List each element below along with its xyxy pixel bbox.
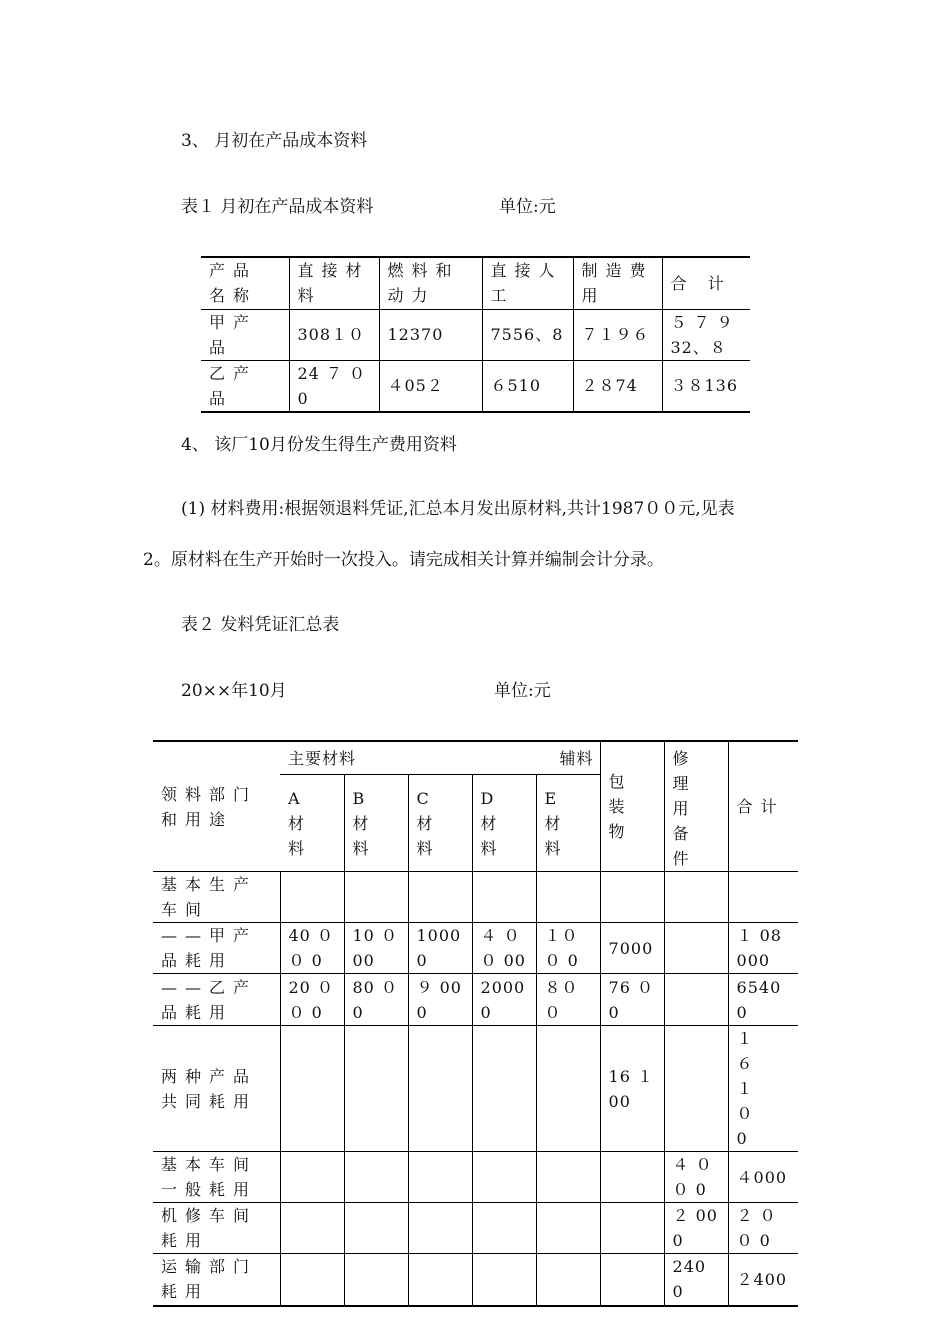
table-cell: ４05２ (379, 360, 482, 412)
table-cell: 240 0 (664, 1254, 728, 1306)
table-cell: 7000 (600, 923, 664, 974)
table-cell (472, 1203, 536, 1254)
table-cell (344, 872, 408, 923)
table-cell (536, 1203, 600, 1254)
table-cell (536, 1254, 600, 1306)
table-cell: 16 １ 00 (600, 1026, 664, 1152)
table-cell: ３８136 (662, 360, 750, 412)
table-cell (280, 1254, 344, 1306)
table-cell (600, 1254, 664, 1306)
table-cell: ２ ０ ０ 0 (728, 1203, 798, 1254)
table-cell: 7556、8 (482, 309, 573, 360)
table-row (201, 309, 750, 360)
header-packaging: 包装物 (600, 741, 664, 872)
section4-paragraph-line2: 2。原材料在生产开始时一次投入。请完成相关计算并编制会计分录。 (143, 550, 664, 570)
table-cell (600, 1152, 664, 1203)
table-cell: ７１９６ (573, 309, 662, 360)
section3-heading: 3、 月初在产品成本资料 (181, 131, 368, 151)
header-material-c: C 材料 (408, 775, 472, 872)
table-cell: 20 ０ ０ 0 (280, 974, 344, 1026)
table-cell (600, 872, 664, 923)
header-dept: 领料部门和用途 (153, 741, 280, 872)
table-cell: ２８74 (573, 360, 662, 412)
table-cell (344, 1203, 408, 1254)
header-auxiliary: 辅料 (472, 741, 600, 775)
table-cell (536, 1152, 600, 1203)
table2-caption: 表２ 发料凭证汇总表 (181, 615, 340, 635)
table-cell: 6540 0 (728, 974, 798, 1026)
table-cell: 10000 (408, 923, 472, 974)
table2-unit: 单位:元 (494, 681, 551, 701)
table1-header-cell: 燃料和动力 (379, 257, 482, 309)
table1-header-row (201, 257, 750, 309)
table-cell (408, 1026, 472, 1152)
table-cell (408, 872, 472, 923)
table2-header-row (153, 741, 798, 775)
table-cell: 20000 (472, 974, 536, 1026)
table-cell (408, 1203, 472, 1254)
table-cell: ２ 000 (664, 1203, 728, 1254)
table-cell: ——甲产品耗用 (153, 923, 280, 974)
table-cell: １ ６ １ ０ 0 (728, 1026, 798, 1152)
table-cell: 80 ０ 0 (344, 974, 408, 1026)
table-cell (280, 1152, 344, 1203)
opening-wip-cost-table (201, 256, 750, 413)
table-cell: 40 ０ ０ 0 (280, 923, 344, 974)
table-cell (664, 872, 728, 923)
table-cell (472, 1026, 536, 1152)
table-cell: 308１０ (289, 309, 379, 360)
table-cell (664, 923, 728, 974)
table1-header-cell: 产品名称 (201, 257, 289, 309)
table-cell: ９ 000 (408, 974, 472, 1026)
table-cell: ——乙产品耗用 (153, 974, 280, 1026)
table1-header-cell: 直接材料 (289, 257, 379, 309)
table1-caption: 表１ 月初在产品成本资料 (181, 197, 374, 217)
header-main-materials: 主要材料 (280, 741, 472, 775)
table1-header-cell: 合 计 (662, 257, 750, 309)
table-cell (280, 1203, 344, 1254)
header-material-a: A 材料 (280, 775, 344, 872)
section4-paragraph-line1: (1) 材料费用:根据领退料凭证,汇总本月发出原材料,共计1987００元,见表 (181, 499, 735, 519)
table-cell (472, 1152, 536, 1203)
table-row (153, 1203, 798, 1254)
table-cell (600, 1203, 664, 1254)
table-row (153, 974, 798, 1026)
table-cell: １ 08000 (728, 923, 798, 974)
table-row (201, 360, 750, 412)
table-cell: １００ 0 (536, 923, 600, 974)
table-row (153, 1152, 798, 1203)
table-cell (408, 1254, 472, 1306)
table-cell: 10 ０ 00 (344, 923, 408, 974)
header-total: 合计 (728, 741, 798, 872)
table-cell: 机修车间耗用 (153, 1203, 280, 1254)
table-cell: 甲产品 (201, 309, 289, 360)
table-cell (344, 1152, 408, 1203)
table1-header-cell: 直接人工 (482, 257, 573, 309)
table1-unit: 单位:元 (499, 197, 556, 217)
table-cell (664, 974, 728, 1026)
header-material-b: B 材料 (344, 775, 408, 872)
table-cell: 76 ０ 0 (600, 974, 664, 1026)
table-cell (664, 1026, 728, 1152)
table-cell (728, 872, 798, 923)
table-cell: 12370 (379, 309, 482, 360)
table-cell: ４000 (728, 1152, 798, 1203)
table-cell: 运输部门耗用 (153, 1254, 280, 1306)
table-cell (280, 872, 344, 923)
table-cell: 基本生产车间 (153, 872, 280, 923)
table-cell: ８００ (536, 974, 600, 1026)
table2-date: 20××年10月 (181, 681, 287, 701)
header-material-d: D 材料 (472, 775, 536, 872)
table-cell (344, 1254, 408, 1306)
table-cell (344, 1026, 408, 1152)
table-cell (472, 1254, 536, 1306)
header-material-e: E 材料 (536, 775, 600, 872)
table-cell (536, 872, 600, 923)
table-cell: 两种产品共同耗用 (153, 1026, 280, 1152)
section4-heading: 4、 该厂10月份发生得生产费用资料 (181, 435, 457, 455)
table-cell: ４ ０ ０ 0 (664, 1152, 728, 1203)
table-cell: ４ ０ ０ 00 (472, 923, 536, 974)
table-cell: ２400 (728, 1254, 798, 1306)
header-repair-parts: 修理用备件 (664, 741, 728, 872)
table-row (153, 1254, 798, 1306)
table-cell (472, 872, 536, 923)
table-cell: 乙产品 (201, 360, 289, 412)
table-cell: ６510 (482, 360, 573, 412)
table-row (153, 872, 798, 923)
table-row (153, 923, 798, 974)
table1-header-cell: 制造费用 (573, 257, 662, 309)
table-cell: 基本车间一般耗用 (153, 1152, 280, 1203)
material-issue-summary-table (153, 740, 798, 1307)
table-cell (280, 1026, 344, 1152)
table-cell (408, 1152, 472, 1203)
table-cell: ５ ７ ９ 32、８ (662, 309, 750, 360)
table-row (153, 1026, 798, 1152)
table-cell (536, 1026, 600, 1152)
table-cell: 24 ７ ０ 0 (289, 360, 379, 412)
